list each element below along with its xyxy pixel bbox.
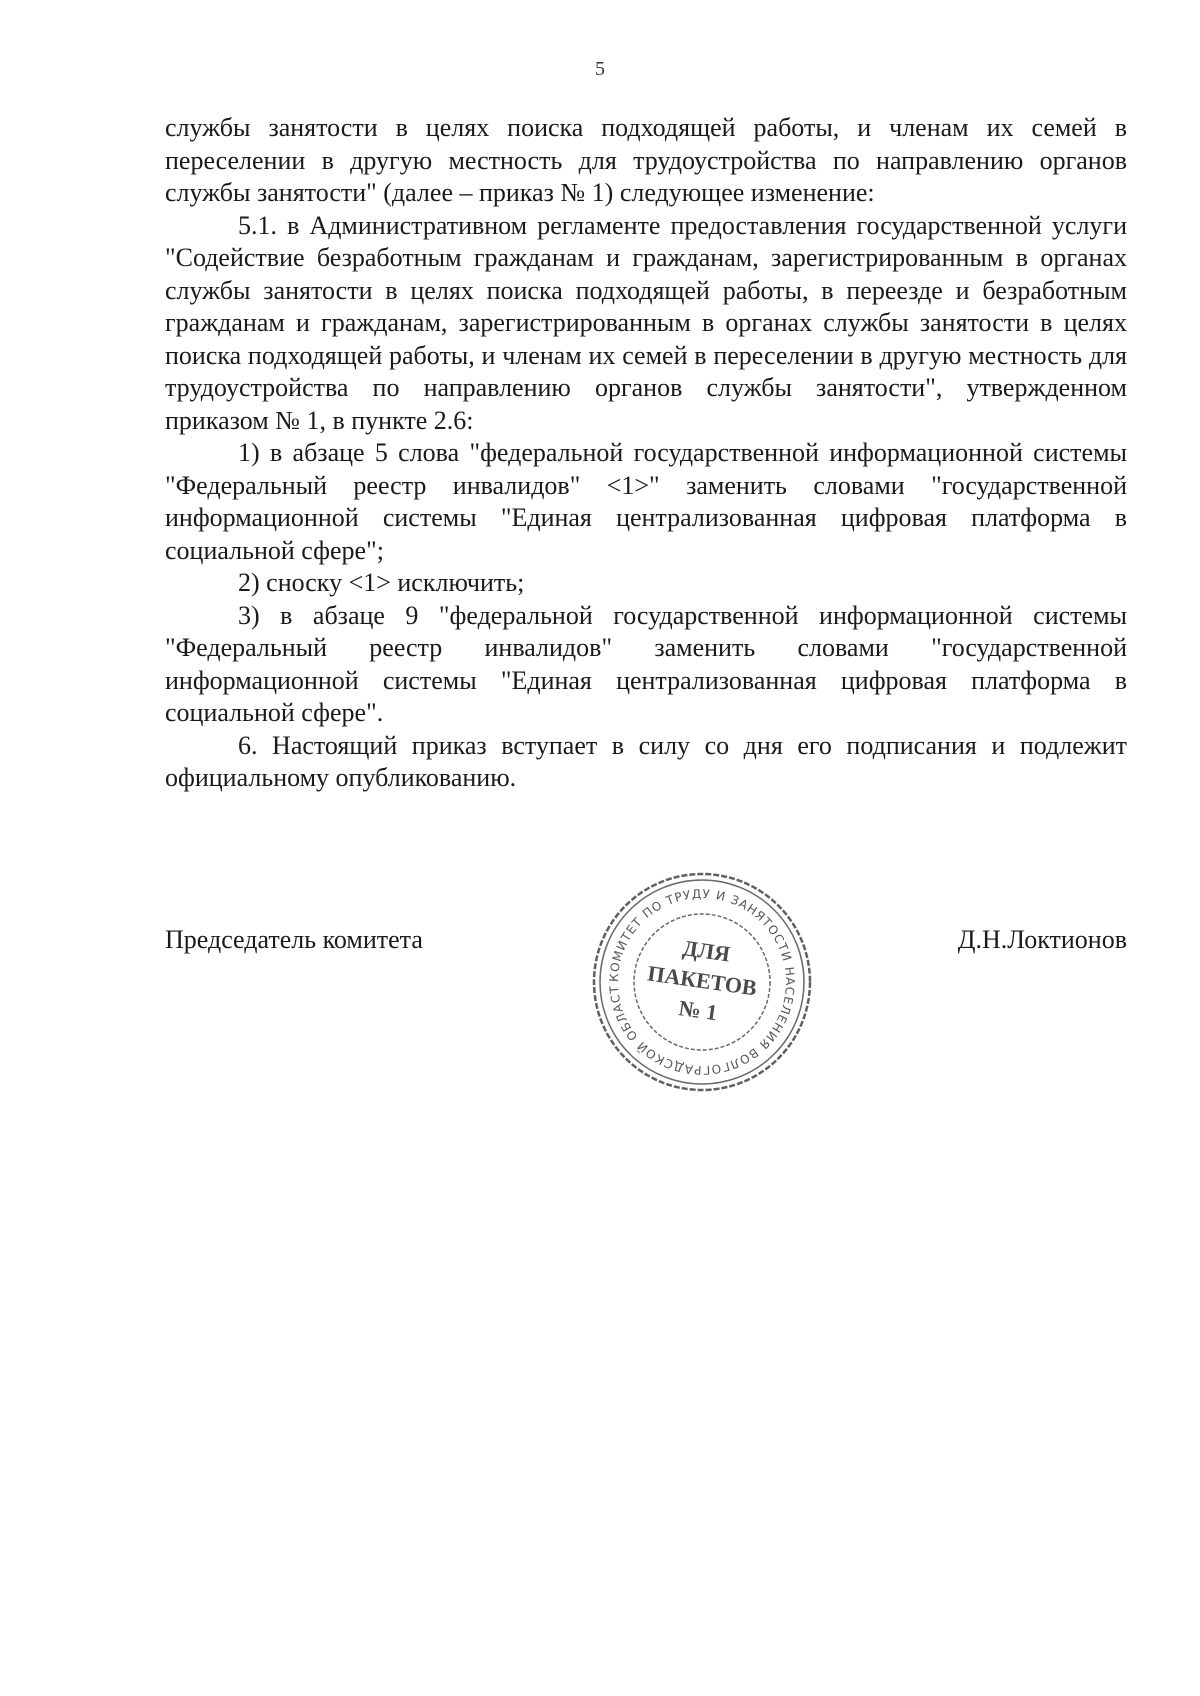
- paragraph-item-2: 2) сноску <1> исключить;: [238, 568, 525, 597]
- paragraph-item-1: 1) в абзаце 5 слова "федеральной государственной информационной системы "Федеральный реестр инвалидов" <1>" заменить словами "государственной информационной системы "Единая централизованная цифровая платформа в социальной сфере";: [165, 438, 1127, 565]
- paragraph-5-1: 5.1. в Административном регламенте предоставления государственной услуги "Содействие безработным гражданам и гражданам, зарегистрированным в органах службы занятости в целях поиска подходящей работы, в переезде и безработным гражданам и гражданам, зарегистрированным в органах службы занятости в целях поиска подходящей работы, и членам их семей в переселении в другую местность для трудоустройства по направлению органов службы занятости", утвержденном приказом № 1, в пункте 2.6:: [165, 210, 1127, 435]
- page-number: 5: [595, 58, 605, 80]
- document-body: [165, 112, 1127, 795]
- paragraph-item-3: 3) в абзаце 9 "федеральной государственной информационной системы "Федеральный реестр инвалидов" заменить словами "государственной информационной системы "Единая централизованная цифровая платформа в социальной сфере".: [165, 600, 1127, 727]
- signatory-name: Д.Н.Локтионов: [957, 925, 1127, 954]
- official-stamp: [588, 868, 816, 1096]
- stamp-center-line2: ПАКЕТОВ: [646, 960, 759, 1001]
- paragraph-continuation: службы занятости в целях поиска подходящей работы, и членам их семей в переселении в другую местность для трудоустройства по направлению органов службы занятости" (далее – приказ № 1) следующее изменение:: [165, 113, 1127, 207]
- paragraph-6: 6. Настоящий приказ вступает в силу со дня его подписания и подлежит официальному опубликованию.: [165, 730, 1127, 792]
- stamp-ring-text: КОМИТЕТ ПО ТРУДУ И ЗАНЯТОСТИ НАСЕЛЕНИЯ ВОЛГОГРАДСКОЙ ОБЛАСТ: [606, 886, 798, 1078]
- signatory-title: Председатель комитета: [165, 925, 423, 954]
- stamp-center-line3: № 1: [677, 995, 719, 1026]
- stamp-center-line1: ДЛЯ: [681, 935, 732, 967]
- stamp-seal-icon: [588, 868, 816, 1096]
